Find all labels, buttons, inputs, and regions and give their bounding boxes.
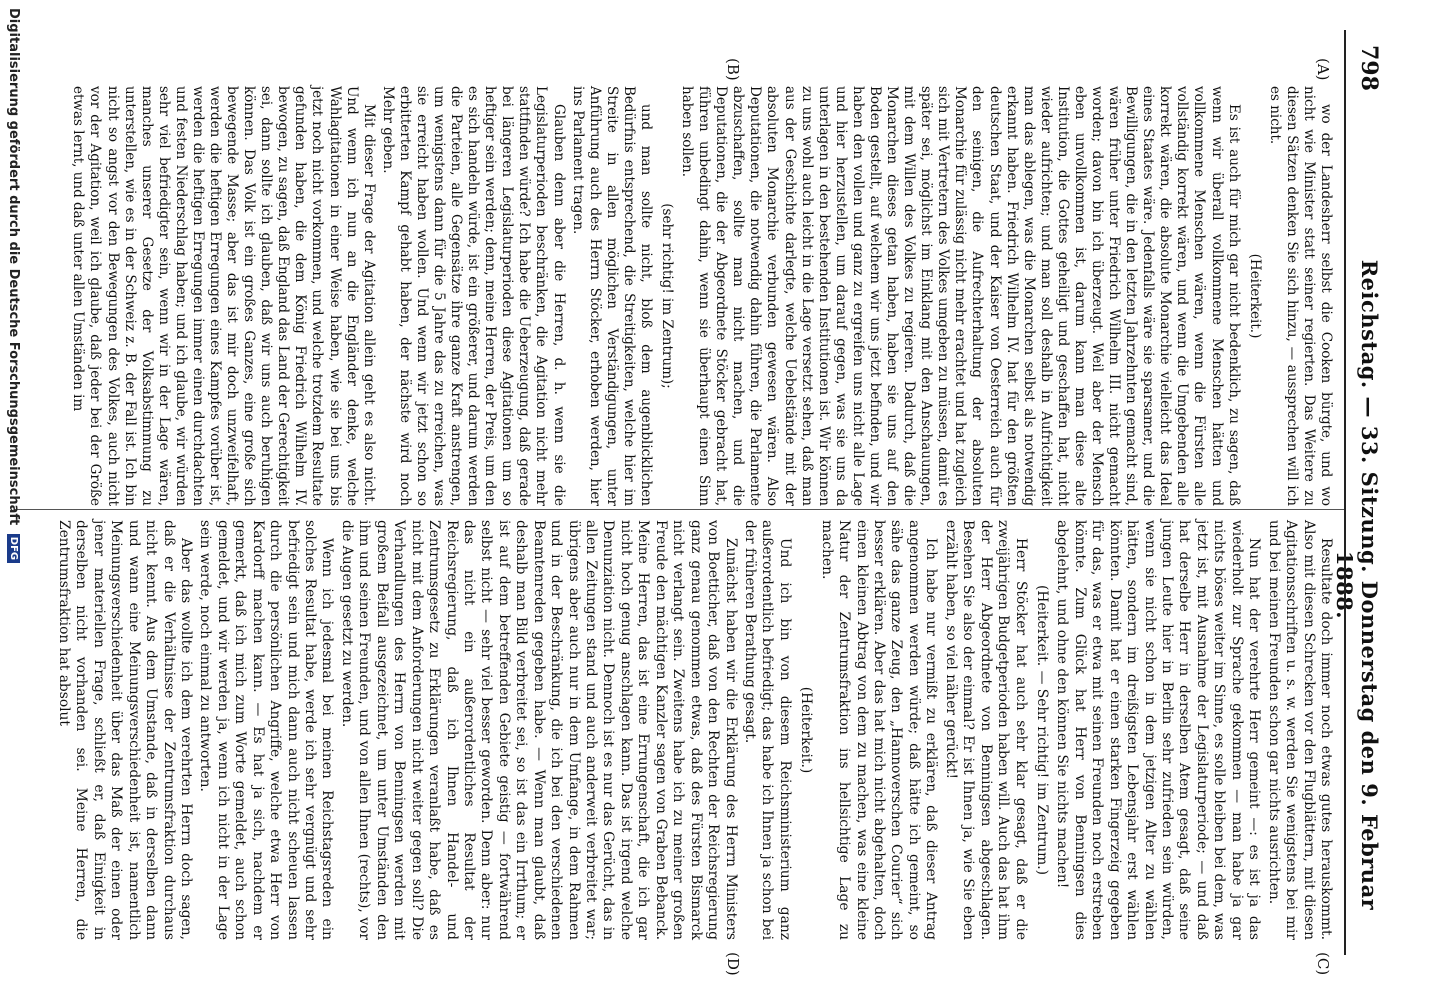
margin-marker-a: (A) (1314, 58, 1332, 81)
paragraph: Herr Stöcker hat auch sehr klar gesagt, daß er die zweijährigen Budgetperioden haben will. Auch das hat ihm der Herr Abgeordnete von Benningsen abgeschlagen. Besehen Sie also der einmal? Er ist Ihnen ja, wie Sie eben erzählt haben, so viel näher gerückt! (942, 520, 1029, 940)
interjection: (Heiterkeit. — Sehr richtig! im Zentrum.) (1034, 585, 1050, 875)
paragraph: Glauben denn aber die Herren, d. h. wenn sie die Legislaturperioden beschränken, die Agitation nicht mehr stattfinden würde? Ich habe die Ueberzeugung, daß gerade bei längeren Legislaturperioden diese Agitationen um so heftiger sein werden; denn, meine Herren, der Preis, um den es sich handeln würde, ist ein größerer, und darum werden die Parteien, alle Gegensätze ihre ganze Kraft anstrengen, um wenigstens dann für die 5 Jahre das zu erreichen, was sie erreicht haben wollen. Und wenn wir jetzt schon so erbitterten Kampf gehabt haben, der nächste wird noch Mehr geben. (379, 86, 567, 506)
paragraph: Ich habe nur vermißt zu erklären, daß dieser Antrag angenommen werden würde; daß hätte ich gemeint, so sähe das ganze Zeug, den „Hannoverschen Courier“ sich besser erklären. Aber das hat mich nicht abgehalten, doch einen kleinen Abtrag von dem zu machen, was eine kleine Natur der Zentrumsfraktion ins hellsichtige Lage zu machen. (818, 520, 940, 940)
margin-marker-b: (B) (724, 58, 742, 81)
right-column (53, 520, 1335, 940)
page-number: 798 (1356, 45, 1382, 91)
column-divider (14, 509, 1344, 510)
paragraph: und man sollte nicht, bloß dem augenblicklichen Bedürfnis entsprechend, die Streitigkeiten, welche hier im Streite in allen möglichen Verständigungen, unter Anführung auch des Herrn Stöcker, erhoben werden, hier ins Parlament tragen. (569, 86, 654, 506)
paragraph: Und ich bin von diesem Reichsministerium ganz außerordentlich befriedigt; das habe ich Ihnen ja schon bei der früheren Berathung gesagt. (742, 520, 793, 940)
footer-text: Digitalisierung gefördert durch die Deutsche Forschungsgemeinschaft (6, 8, 21, 526)
dfg-logo: DFG (7, 534, 20, 563)
paragraph: Mit dieser Frage der Agitation allein geht es also nicht. Und wenn ich nun an die Engländer denke, welche Wahlagitationen in einer Weise haben, wie sie bei uns bis jetzt noch nicht vorkommen, und welche trotzdem Resultate gefunden haben, die dem König Friedrich Wilhelm IV. bewogen, zu sagen, daß England das Land der Gerechtigkeit sei, dann sollte ich glauben, daß wir uns auch beruhigen können. Das Volk ist ein großes Ganzes, eine große sich bewegende Masse; aber das ist mir doch unzweifelhaft, werden die heftigen Erregungen eines Kampfes vorüber ist, werden die heftigen Erregungen immer einen durchdachten und festen Niederschlag haben; und ich glaube, wir würden sehr viel befriedigter sein, wenn wir in der Lage wären, manches unserer Gesetze der Volksabstimmung zu unterstellen, wie es in der Schweiz z. B. der Fall ist. Ich bin nicht so angst vor den Bewegungen des Volkes, auch nicht vor der Agitation, weil ich glaube, daß jeder bei der Größe etwas lernt, und daß unter allen Umständen im (70, 86, 377, 506)
paragraph: Zunächst haben wir die Erklärung des Herrn Ministers von Boetticher, daß von den Rechten der Reichsregierung ganz genau genommen etwas, daß des Fürsten Bismarck nicht verlangt sein. Zweitens habe ich zu meiner großen Freude den mächtigen Kanzler sagen von Graben Bebanck. Meine Herren, das ist eine Errungenschaft, die ich gar nicht hoch genug anschlagen kann. Das ist irgend welche Denunziation nicht. Dennoch ist es nur das Gerücht, das in allen Zeitungen stand und auch anderweit verbreitet war; übrigens aber auch nur in dem Umfange, in dem Rahmen und in der Beschränkung, die ich bei den verschiedenen Beamtenreden gegeben habe. — Wenn man glaubt, daß deshalb man Bild verbreitet sei, so ist das ein Irrthum; er ist auf dem betreffenden Gebiete geistig — fortwährend selbst nicht — sehr viel besser geworden. Denn aber: nur das nicht ein außerordentliches Resultat der Reichsregierung, daß ich Ihnen Handel- und Zentrumsgesetz zu Erklärungen veranlaßt habe, daß es nicht mit dem Anforderungen nicht weiter gegen soll? Die Verhandlungen des Herrn von Benningsen werden mit großem Beifall ausgezeichnet, um unter Umständen den ihm und seinen Freunden, und von allen Ihnen (rechts), vor die Augen gesetzt zu werden. (338, 520, 739, 940)
paragraph: Es ist auch für mich gar nicht bedenklich, zu sagen, daß wenn wir überall vollkommene Menschen hätten und vollkommene Menschen wären, wenn die Fürsten alle vollständig korrekt wären, und wenn die Umgebenden alle korrekt wären, die absolute Monarchie vielleicht das Ideal eines Staates wäre. Jedenfalls wäre sie sparsamer, und die Bewilligungen, die in den letzten Jahrzehnten gemacht sind, wären früher unter Friedrich Wilhelm III. nicht gemacht worden; davon bin ich überzeugt. Weil aber der Mensch eben unvollkommen ist, darum kann man diese alte Institution, die Gottes geheiligt und geschaffen hat, nicht wieder aufrichten; und man soll deshalb in Aufrichtigkeit man das ablegen, was die Monarchen selbst als notwendig erkannt haben. Friedrich Wilhelm IV. hat für den größten deutschen Staat, und der Kaiser von Oesterreich auch für den seinigen, die Aufrechterhaltung der absoluten Monarchie für zulässig nicht mehr erachtet und hat zugleich sich mit Vertretern des Volkes umgeben zu müssen, damit es später sei, möglichst im Einklang mit den Anschauungen, mit dem Willen des Volkes zu regieren. Dadurch, daß die Monarchen dieses getan haben, haben sie uns auf den Boden gestellt, auf welchem wir uns jetzt befinden, und wir haben den vollen und ganz zu ergreifen uns nicht alle Lage und hier herzustellen, um darauf gegen, was sie uns da unterlagen in den bestehenden Institutionen ist. Wir können zu uns wohl auch leicht in die Lage versetzt sehen, daß man aus der Geschichte darlegte, welche Uebelstände mit der absoluten Monarchie verbunden gewesen wären. Also Deputationen, die notwendig dahin führen, die Parlamente abzuschaffen, sollte man nicht machen, und die Deputationen, die der Abgeordnete Stöcker gebracht hat, führen unbedingt dahin, wenn sie überhaupt einen Sinn haben sollen. (679, 86, 1242, 506)
paragraph: Wenn ich jedesmal bei meinen Reichstagsreden ein solches Resultat habe, werde ich sehr vergnügt und sehr befriedigt sein und mich dann auch nicht scheuen lassen durch die persönlichen Angriffe, welche etwa Herr von Kardorff machen kann. — Es hat ja sich, nachdem er gemerkt, daß ich mich zum Worte gemeldet, auch schon gemeldet, und wir werden ja, wenn ich nicht in der Lage sein werde, noch einmal zu antworten. (197, 520, 336, 940)
margin-marker-d: (D) (724, 952, 742, 976)
paragraph: Aber das wollte ich dem verehrten Herrn doch sagen, daß er die Verhältnisse der Zentrumsfraktion durchaus nicht kennt. Aus dem Umstande, daß in derselben dann und wann eine Meinungsverschiedenheit ist, namentlich Meinungsverschiedenheit über das Maß der einen oder jener materiellen Frage, schließt er, daß Einigkeit in derselben nicht vorhanden sei. Meine Herren, die Zentrumsfraktion hat absolut (55, 520, 194, 940)
paragraph: Resultate doch immer noch etwas gutes herauskommt. Also mit diesen Schrecken vor den Flugblättern, mit diesen Agitationsschriften u. s. w. werden Sie wenigstens bei mir und bei meinen Freunden schon gar nichts ausrichten. (1265, 520, 1334, 940)
interjection: (sehr richtig! im Zentrum); (659, 203, 676, 389)
interjection: (Heiterkeit.) (1246, 253, 1263, 339)
left-column (67, 86, 1334, 506)
margin-marker-c: (C) (1314, 952, 1332, 976)
interjection: (Heiterkeit.) (798, 686, 815, 774)
paragraph: Nun hat der verehrte Herr gemeint —: es ist ja das wiederholt zur Sprache gekommen — man habe ja gar nichts böses weiter im Sinne, es solle bleiben bei dem, was jetzt ist, mit Ausnahme der Legislaturperiode; — und daß hat derselbe Herr in derselben Atem gesagt, daß seine jungen Leute hier in Berlin sehr zufrieden sein würden, wenn sie nicht schon in dem jetzigen Alter zu wählen hätten, sondern im dreißigsten Lebensjahr erst wählen könnten. Damit hat er einen starken Fingerzeig gegeben für das, was er etwa mit seinen Freunden noch erstreben könnte. Zum Glück hat Herr von Benningsen dies abgelehnt, und ohne den können Sie nichts machen! (1054, 520, 1263, 940)
running-head: Reichstag. — 33. Sitzung. Donnerstag den 9. Februar 1888. (1332, 259, 1382, 911)
digitization-footer (6, 8, 21, 998)
header-rule (1344, 30, 1346, 955)
paragraph: wo der Landesherr selbst die Cooken bürgte, und wo nicht wie Minister statt seiner regierten. Das Weitere zu diesen Sätzen denken Sie sich hinzu, — aussprechen will ich es nicht. (1266, 86, 1334, 506)
page-header (1332, 45, 1382, 955)
